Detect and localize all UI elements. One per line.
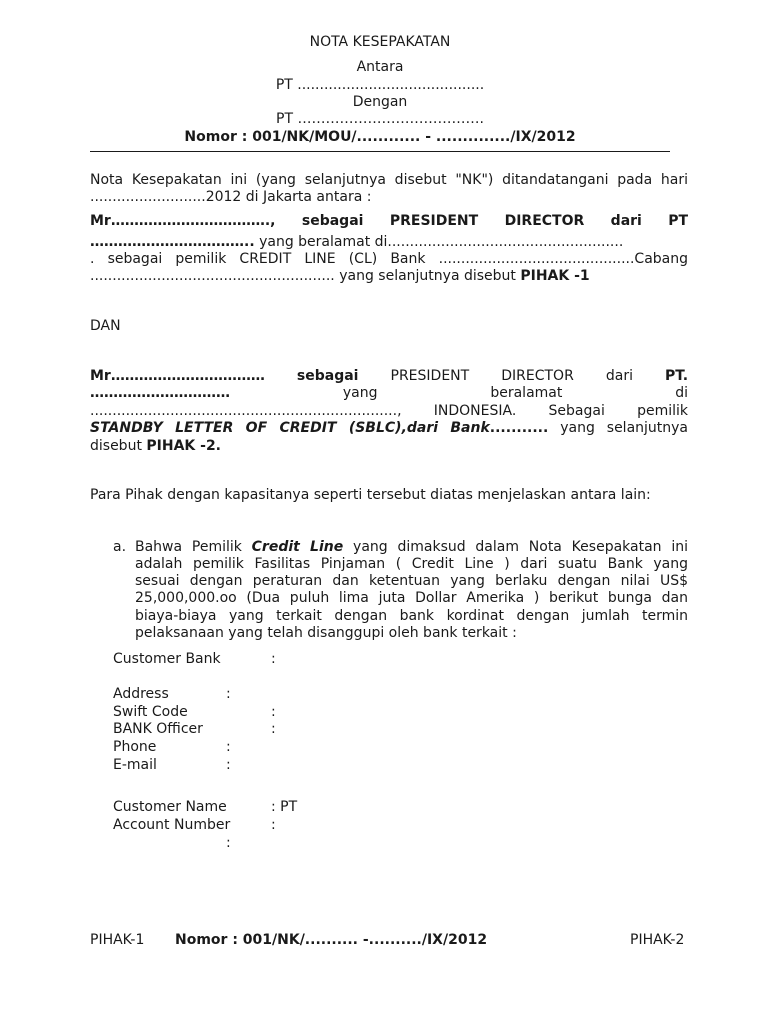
party1-line-3: . sebagai pemilik CREDIT LINE (CL) Bank ............................................Cabang xyxy=(90,251,689,267)
header-pt-1: PT .......................................... xyxy=(275,77,485,93)
party2-line-2: ………………………… yang beralamat di xyxy=(90,385,688,401)
item-a-marker: a. xyxy=(113,539,127,555)
field-colon: : xyxy=(271,817,276,833)
footer-pihak-1: PIHAK-1 xyxy=(90,932,145,948)
footer-nomor: Nomor : 001/NK/.......... -........../IX/2012 xyxy=(175,932,488,948)
intro-line-1: Nota Kesepakatan ini (yang selanjutnya disebut "NK") ditandatangani pada hari xyxy=(90,172,688,188)
field-colon: : xyxy=(271,721,276,737)
para-line: Para Pihak dengan kapasitanya seperti tersebut diatas menjelaskan antara lain: xyxy=(90,487,651,503)
party2-line-4: STANDBY LETTER OF CREDIT (SBLC),dari Bank........... yang selanjutnya xyxy=(90,420,689,436)
field-colon: : xyxy=(226,686,231,702)
party1-line-1: Mr……………………………., sebagai PRESIDENT DIRECTOR dari PT xyxy=(90,213,689,229)
header-pt-2: PT …………………………………. xyxy=(276,111,484,127)
field-label-swift-code: Swift Code xyxy=(113,704,188,720)
footer-pihak-2: PIHAK-2 xyxy=(630,932,685,948)
header-divider xyxy=(90,151,670,152)
field-colon: : xyxy=(271,704,276,720)
field-label-phone: Phone xyxy=(113,739,157,755)
intro-line-2: ..........................2012 di Jakarta antara : xyxy=(90,189,372,205)
header-dengan: Dengan xyxy=(352,94,408,110)
doc-title: NOTA KESEPAKATAN xyxy=(309,34,451,50)
item-a-line-6: pelaksanaan yang telah disanggupi oleh bank terkait : xyxy=(135,625,517,641)
header-antara: Antara xyxy=(356,59,404,75)
field-colon: : xyxy=(226,757,231,773)
party2-line-5: disebut PIHAK -2. xyxy=(90,438,222,454)
field-label-customer-name: Customer Name xyxy=(113,799,227,815)
party1-line-4: ....................................................... yang selanjutnya disebut PIHAK -1 xyxy=(90,268,590,284)
item-a-line-5: biaya-biaya yang terkait dengan bank kordinat dengan jumlah termin xyxy=(135,608,688,624)
item-a-line-2: adalah pemilik Fasilitas Pinjaman ( Credit Line ) dari suatu Bank yang xyxy=(135,556,688,572)
party1-line-2: …………………………….. yang beralamat di..................................................... xyxy=(90,234,624,250)
pihak-2-label: PIHAK -2. xyxy=(146,438,222,454)
field-value-pt: : PT xyxy=(271,799,298,815)
field-label-email: E-mail xyxy=(113,757,157,773)
field-label-address: Address xyxy=(113,686,169,702)
field-colon: : xyxy=(226,835,231,851)
item-a-line-4: 25,000,000.oo (Dua puluh lima juta Dollar Amerika ) berikut bunga dan xyxy=(135,590,688,606)
pihak-1-label: PIHAK -1 xyxy=(520,268,590,284)
party2-line-1: Mr…………………………… sebagai PRESIDENT DIRECTOR dari PT. xyxy=(90,368,689,384)
header-nomor: Nomor : 001/NK/MOU/............ - ............../IX/2012 xyxy=(184,129,576,145)
field-colon: : xyxy=(271,651,276,667)
item-a-line-3: sesuai dengan peraturan dan ketentuan yang berlaku dengan nilai US$ xyxy=(135,573,688,589)
field-label-account-number: Account Number xyxy=(113,817,231,833)
party2-line-3: ....................................................................., INDONESIA. Sebagai pemilik xyxy=(90,403,688,419)
field-label-bank-officer: BANK Officer xyxy=(113,721,203,737)
dan-separator: DAN xyxy=(90,318,121,334)
field-label-customer-bank: Customer Bank xyxy=(113,651,221,667)
field-colon: : xyxy=(226,739,231,755)
item-a-line-1: Bahwa Pemilik Credit Line yang dimaksud dalam Nota Kesepakatan ini xyxy=(135,539,688,555)
